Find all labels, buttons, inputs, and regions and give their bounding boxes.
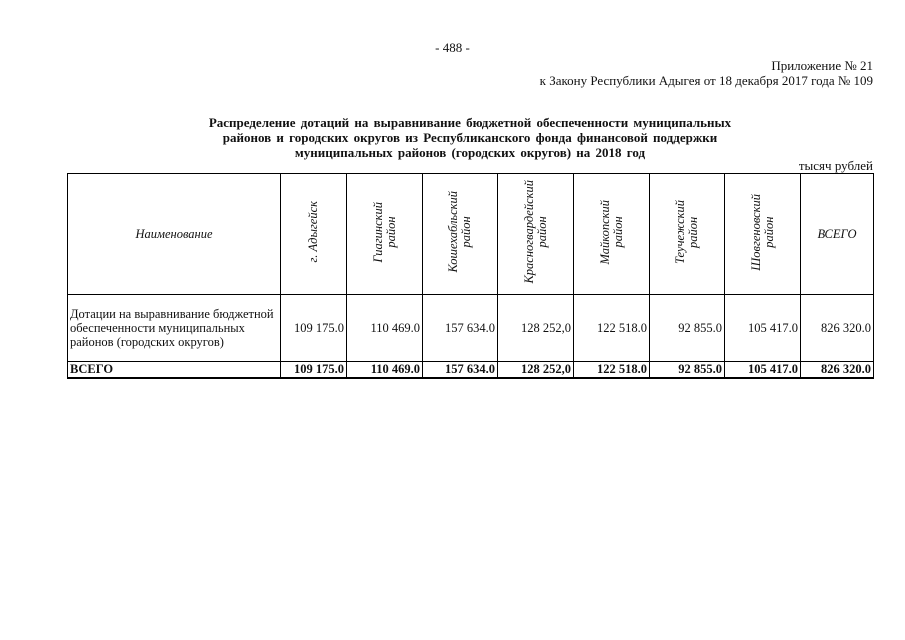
header-krasnogvardeysky-text: Красногвардейский район xyxy=(521,180,549,284)
total-cell-value: 110 469.0 xyxy=(347,362,423,379)
units-label: тысяч рублей xyxy=(798,158,873,173)
cell-value: 128 252,0 xyxy=(498,295,574,362)
appendix-note xyxy=(540,58,873,88)
cell-value: 122 518.0 xyxy=(574,295,650,362)
table-row xyxy=(68,295,874,362)
total-cell-value: 157 634.0 xyxy=(423,362,498,379)
header-teuchezhsky-text: Теучежский район xyxy=(673,199,700,264)
header-shovgenovsky-text: Шовгеновский район xyxy=(748,193,776,271)
header-shovgenovsky xyxy=(725,174,801,295)
header-adygeysk xyxy=(281,174,347,295)
cell-value: 157 634.0 xyxy=(423,295,498,362)
header-giaginsky-text: Гиагинский район xyxy=(370,201,398,263)
title-line-1: Распределение дотаций на выравнивание бюджетной обеспеченности муниципальных xyxy=(208,115,732,130)
table-total-row xyxy=(68,362,874,379)
cell-value: 105 417.0 xyxy=(725,295,801,362)
total-cell-value: 105 417.0 xyxy=(725,362,801,379)
appendix-line-1: Приложение № 21 xyxy=(771,58,873,73)
table-header-row xyxy=(68,174,874,295)
appendix-line-2: к Закону Республики Адыгея от 18 декабря 2017 года № 109 xyxy=(539,73,873,88)
cell-total: 826 320.0 xyxy=(801,295,874,362)
row-name: Дотации на выравнивание бюджетной обеспеченности муниципальных районов (городских округов) xyxy=(68,295,281,362)
header-total: ВСЕГО xyxy=(801,174,874,295)
header-krasnogvardeysky xyxy=(498,174,574,295)
cell-value: 92 855.0 xyxy=(650,295,725,362)
header-name: Наименование xyxy=(68,174,281,295)
subsidy-table xyxy=(67,173,874,379)
header-koshekhablsky-text: Кошехабльский район xyxy=(446,191,473,273)
header-giaginsky xyxy=(347,174,423,295)
header-koshekhablsky xyxy=(423,174,498,295)
total-row-name: ВСЕГО xyxy=(68,362,281,379)
total-cell-value: 122 518.0 xyxy=(574,362,650,379)
title-line-2: районов и городских округов из Республиканского фонда финансовой поддержки xyxy=(222,130,718,145)
header-maykopsky xyxy=(574,174,650,295)
total-cell-value: 92 855.0 xyxy=(650,362,725,379)
document-title xyxy=(150,115,790,160)
header-teuchezhsky xyxy=(650,174,725,295)
header-maykopsky-text: Майкопский район xyxy=(597,199,625,265)
cell-value: 109 175.0 xyxy=(281,295,347,362)
total-cell-value: 128 252,0 xyxy=(498,362,574,379)
title-line-3: муниципальных районов (городских округов) на 2018 год xyxy=(294,145,646,160)
total-cell-grand: 826 320.0 xyxy=(801,362,874,379)
total-cell-value: 109 175.0 xyxy=(281,362,347,379)
page-number: - 488 - xyxy=(435,40,470,55)
header-adygeysk-text: г. Адыгейск xyxy=(306,201,320,263)
cell-value: 110 469.0 xyxy=(347,295,423,362)
